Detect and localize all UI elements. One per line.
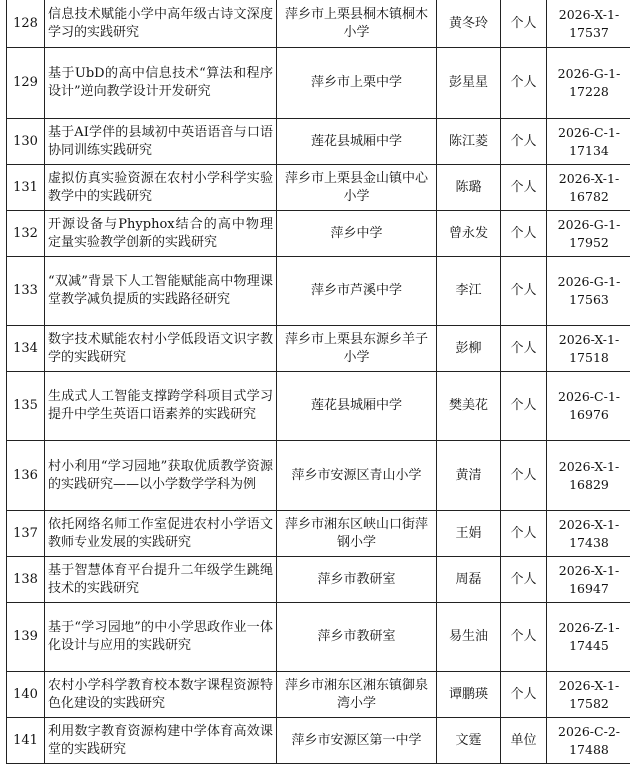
- project-title: 生成式人工智能支撑跨学科项目式学习提升中学生英语口语素养的实践研究: [45, 372, 277, 441]
- project-code: 2026-X-1-16782: [547, 165, 630, 211]
- applicant-name: 李江: [437, 257, 501, 326]
- row-number: 132: [7, 211, 45, 257]
- table-row: [7, 211, 630, 257]
- project-title: 信息技术赋能小学中高年级古诗文深度学习的实践研究: [45, 0, 277, 48]
- organization: 萍乡中学: [277, 211, 437, 257]
- table-row: [7, 48, 630, 119]
- table-row: [7, 119, 630, 165]
- row-number: 136: [7, 441, 45, 511]
- applicant-type: 个人: [501, 441, 547, 511]
- project-title: 基于AI学伴的县域初中英语语音与口语协同训练实践研究: [45, 119, 277, 165]
- applicant-type: 个人: [501, 0, 547, 48]
- applicant-type: 个人: [501, 165, 547, 211]
- table-row: [7, 257, 630, 326]
- organization: 萍乡市安源区青山小学: [277, 441, 437, 511]
- row-number: 140: [7, 672, 45, 718]
- applicant-type: 个人: [501, 211, 547, 257]
- project-title: 村小利用“学习园地”获取优质教学资源的实践研究——以小学数学学科为例: [45, 441, 277, 511]
- table-row: [7, 557, 630, 603]
- applicant-type: 个人: [501, 672, 547, 718]
- applicant-name: 彭星星: [437, 48, 501, 119]
- project-title: 数字技术赋能农村小学低段语文识字教学的实践研究: [45, 326, 277, 372]
- row-number: 137: [7, 511, 45, 557]
- table-row: [7, 326, 630, 372]
- project-title: 依托网络名师工作室促进农村小学语文教师专业发展的实践研究: [45, 511, 277, 557]
- applicant-name: 黄冬玲: [437, 0, 501, 48]
- project-title: 基于UbD的高中信息技术“算法和程序设计”逆向教学设计开发研究: [45, 48, 277, 119]
- organization: 萍乡市安源区第一中学: [277, 718, 437, 764]
- applicant-name: 樊美花: [437, 372, 501, 441]
- organization: 萍乡市上栗中学: [277, 48, 437, 119]
- row-number: 134: [7, 326, 45, 372]
- organization: 萍乡市上栗县东源乡羊子小学: [277, 326, 437, 372]
- row-number: 138: [7, 557, 45, 603]
- project-code: 2026-X-1-17518: [547, 326, 630, 372]
- organization: 萍乡市湘东区峡山口街萍钢小学: [277, 511, 437, 557]
- organization: 萍乡市上栗县金山镇中心小学: [277, 165, 437, 211]
- table-row: [7, 0, 630, 48]
- applicant-type: 个人: [501, 511, 547, 557]
- row-number: 129: [7, 48, 45, 119]
- project-list-table: [6, 0, 630, 764]
- organization: 莲花县城厢中学: [277, 119, 437, 165]
- applicant-type: 个人: [501, 603, 547, 672]
- project-code: 2026-G-1-17563: [547, 257, 630, 326]
- project-title: 基于“学习园地”的中小学思政作业一体化设计与应用的实践研究: [45, 603, 277, 672]
- project-title: “双减”背景下人工智能赋能高中物理课堂教学减负提质的实践路径研究: [45, 257, 277, 326]
- organization: 萍乡市芦溪中学: [277, 257, 437, 326]
- row-number: 133: [7, 257, 45, 326]
- project-code: 2026-X-1-16829: [547, 441, 630, 511]
- project-code: 2026-X-1-16947: [547, 557, 630, 603]
- row-number: 135: [7, 372, 45, 441]
- row-number: 131: [7, 165, 45, 211]
- applicant-name: 彭柳: [437, 326, 501, 372]
- project-code: 2026-C-1-17134: [547, 119, 630, 165]
- project-code: 2026-X-1-17582: [547, 672, 630, 718]
- project-title: 虚拟仿真实验资源在农村小学科学实验教学中的实践研究: [45, 165, 277, 211]
- project-title: 利用数字教育资源构建中学体育高效课堂的实践研究: [45, 718, 277, 764]
- organization: 萍乡市湘东区湘东镇御泉湾小学: [277, 672, 437, 718]
- table-row: [7, 372, 630, 441]
- project-title: 开源设备与Phyphox结合的高中物理定量实验教学创新的实践研究: [45, 211, 277, 257]
- table-row: [7, 165, 630, 211]
- applicant-name: 曾永发: [437, 211, 501, 257]
- row-number: 139: [7, 603, 45, 672]
- applicant-name: 王娟: [437, 511, 501, 557]
- project-title: 基于智慧体育平台提升二年级学生跳绳技术的实践研究: [45, 557, 277, 603]
- applicant-name: 黄清: [437, 441, 501, 511]
- table-row: [7, 511, 630, 557]
- applicant-name: 周磊: [437, 557, 501, 603]
- row-number: 128: [7, 0, 45, 48]
- row-number: 141: [7, 718, 45, 764]
- applicant-type: 个人: [501, 48, 547, 119]
- applicant-name: 谭鹏瑛: [437, 672, 501, 718]
- project-code: 2026-C-1-16976: [547, 372, 630, 441]
- applicant-type: 个人: [501, 257, 547, 326]
- applicant-type: 个人: [501, 372, 547, 441]
- applicant-type: 个人: [501, 557, 547, 603]
- applicant-name: 陈江菱: [437, 119, 501, 165]
- applicant-name: 文霆: [437, 718, 501, 764]
- table-row: [7, 441, 630, 511]
- project-title: 农村小学科学教育校本数字课程资源特色化建设的实践研究: [45, 672, 277, 718]
- organization: 莲花县城厢中学: [277, 372, 437, 441]
- project-code: 2026-G-1-17952: [547, 211, 630, 257]
- applicant-name: 易生油: [437, 603, 501, 672]
- project-code: 2026-Z-1-17445: [547, 603, 630, 672]
- applicant-name: 陈璐: [437, 165, 501, 211]
- project-code: 2026-X-1-17537: [547, 0, 630, 48]
- table-body: [7, 0, 630, 764]
- organization: 萍乡市上栗县桐木镇桐木小学: [277, 0, 437, 48]
- row-number: 130: [7, 119, 45, 165]
- project-code: 2026-C-2-17488: [547, 718, 630, 764]
- applicant-type: 个人: [501, 119, 547, 165]
- applicant-type: 个人: [501, 326, 547, 372]
- project-code: 2026-X-1-17438: [547, 511, 630, 557]
- organization: 萍乡市教研室: [277, 603, 437, 672]
- organization: 萍乡市教研室: [277, 557, 437, 603]
- project-code: 2026-G-1-17228: [547, 48, 630, 119]
- applicant-type: 单位: [501, 718, 547, 764]
- table-row: [7, 603, 630, 672]
- table-row: [7, 672, 630, 718]
- table-row: [7, 718, 630, 764]
